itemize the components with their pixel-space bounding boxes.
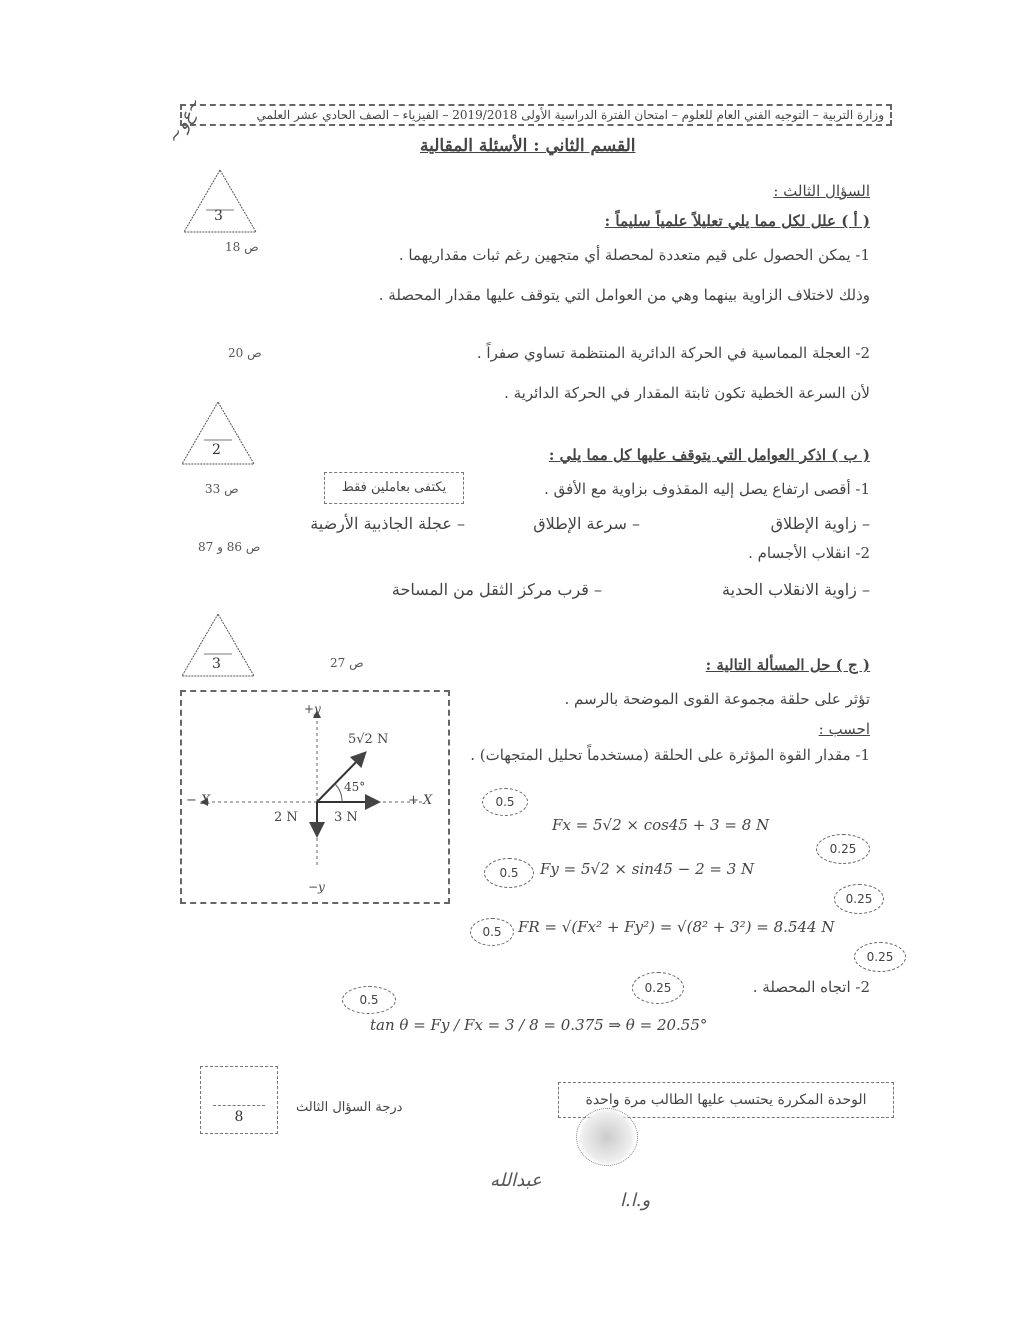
part-a-q1: 1- يمكن الحصول على قيم متعددة لمحصلة أي متجهين رغم ثبات مقداريهما .	[398, 246, 870, 264]
axis-label-minus-y: −y	[308, 880, 325, 894]
part-c-statement: تؤثر على حلقة مجموعة القوى الموضحة بالرسم .	[564, 690, 870, 708]
axis-label-minus-x: − X	[186, 793, 211, 808]
force-label-5root2: 5√2 N	[348, 732, 389, 747]
mark-bubble: 0.25	[854, 942, 906, 972]
mark-bubble: 0.25	[816, 834, 870, 864]
score-b: 2	[212, 442, 221, 458]
mark-bubble: 0.25	[632, 972, 684, 1004]
equation-fr: FR = √(Fx² + Fy²) = √(8² + 3²) = 8.544 N	[518, 918, 835, 936]
exam-header-banner: وزارة التربية – التوجيه الفني العام للعلوم – امتحان الفترة الدراسية الأولى 2019/2018 – الفيزياء – الصف الحادي عشر العلمي	[180, 104, 892, 126]
page-ref: ص 86 و 87	[198, 540, 261, 554]
total-score-label: درجة السؤال الثالث	[296, 1100, 403, 1115]
mark-bubble: 0.25	[834, 884, 884, 914]
force-label-3n: 3 N	[334, 810, 358, 825]
page-ref: ص 20	[228, 346, 262, 360]
answer: – سرعة الإطلاق	[533, 514, 640, 533]
part-b-q2: 2- انقلاب الأجسام .	[748, 544, 870, 562]
question-title: السؤال الثالث :	[773, 182, 870, 200]
mark-bubble: 0.5	[470, 918, 514, 946]
equation-theta: tan θ = Fy / Fx = 3 / 8 = 0.375 ⇒ θ = 20.55°	[370, 1016, 708, 1034]
part-c-q2: 2- اتجاه المحصلة .	[752, 978, 870, 996]
axis-label-plus-x: + X	[408, 793, 433, 808]
total-score: 8	[234, 1109, 244, 1125]
page-ref: ص 18	[225, 240, 259, 254]
answer: – عجلة الجاذبية الأرضية	[310, 514, 465, 533]
score-c: 3	[212, 656, 221, 672]
force-diagram	[180, 690, 450, 904]
axis-label-plus-y: +y	[304, 702, 321, 716]
section-title: القسم الثاني : الأسئلة المقالية	[420, 136, 636, 156]
part-a-title: ( أ ) علل لكل مما يلي تعليلاً علمياً سليماً :	[604, 212, 870, 230]
score-a: 3	[214, 208, 223, 224]
angle-label: 45°	[344, 780, 366, 794]
total-score-box	[200, 1066, 278, 1134]
part-a-a1: وذلك لاختلاف الزاوية بينهما وهي من العوامل التي يتوقف عليها مقدار المحصلة .	[378, 286, 870, 304]
force-label-2n: 2 N	[274, 810, 298, 825]
note-box: يكتفى بعاملين فقط	[324, 472, 464, 504]
official-stamp	[576, 1108, 638, 1166]
mark-bubble: 0.5	[484, 858, 534, 888]
equation-fx: Fx = 5√2 × cos45 + 3 = 8 N	[552, 816, 770, 834]
part-c-title: ( ج ) حل المسألة التالية :	[705, 656, 870, 674]
part-a-a2: لأن السرعة الخطية تكون ثابتة المقدار في الحركة الدائرية .	[504, 384, 870, 402]
equation-fy: Fy = 5√2 × sin45 − 2 = 3 N	[540, 860, 755, 878]
part-c-q1: 1- مقدار القوة المؤثرة على الحلقة (مستخدماً تحليل المتجهات) .	[470, 746, 870, 764]
calc-label: احسب :	[818, 720, 870, 738]
mark-bubble: 0.5	[482, 788, 528, 816]
part-a-q2: 2- العجلة المماسية في الحركة الدائرية المنتظمة تساوي صفراً .	[476, 344, 870, 362]
answer: – قرب مركز الثقل من المساحة	[391, 580, 602, 599]
part-b-title: ( ب ) اذكر العوامل التي يتوقف عليها كل مما يلي :	[548, 446, 870, 464]
page-ref: ص 27	[330, 656, 364, 670]
part-b-q1: 1- أقصى ارتفاع يصل إليه المقذوف بزاوية مع الأفق .	[544, 480, 870, 498]
page-ref: ص 33	[205, 482, 239, 496]
repeat-unit-note: الوحدة المكررة يحتسب عليها الطالب مرة واحدة	[558, 1082, 894, 1118]
score-triangle-a	[182, 168, 258, 234]
answer: – زاوية الإطلاق	[770, 514, 870, 533]
handwritten-signature: ﻋﺒﺪﺍﻟﻠﻪ	[490, 1170, 542, 1191]
handwritten-signature: ~ﻉﻭ~	[163, 93, 207, 148]
handwritten-signature: ﻭ.ﺍ.ﺍ	[620, 1190, 651, 1211]
mark-bubble: 0.5	[342, 986, 396, 1014]
answer: – زاوية الانقلاب الحدية	[722, 580, 870, 599]
